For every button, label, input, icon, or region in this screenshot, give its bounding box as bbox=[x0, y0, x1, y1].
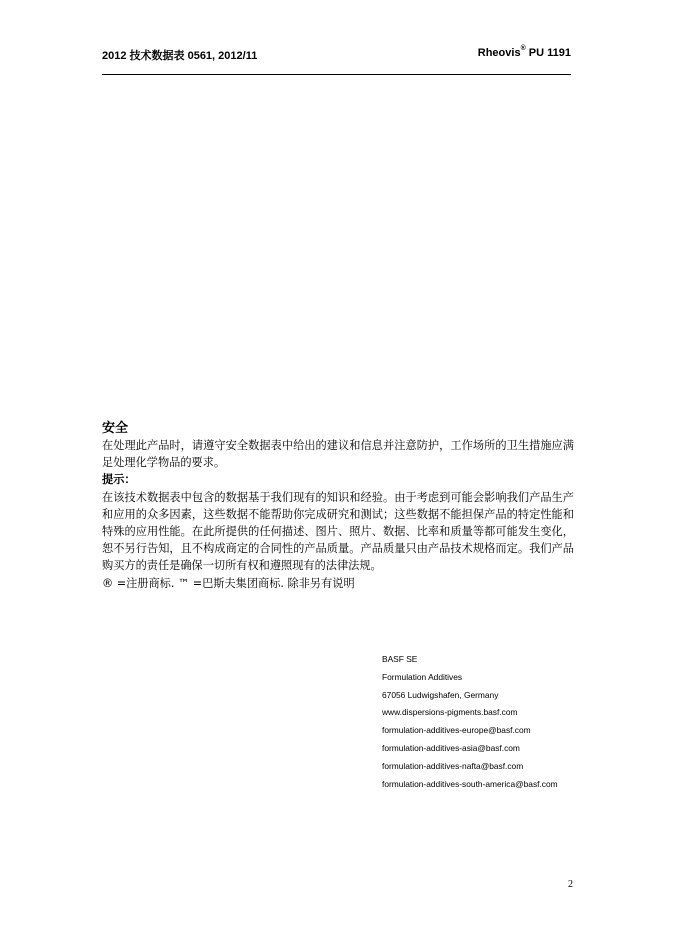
registered-mark: ® bbox=[520, 45, 526, 52]
website-link[interactable]: www.dispersions-pigments.basf.com bbox=[382, 707, 518, 718]
header-product-name bbox=[478, 47, 571, 59]
company-name: BASF SE bbox=[382, 654, 418, 664]
hint-paragraph: 在该技术数据表中包含的数据基于我们现有的知识和经验。由于考虑到可能会影响我们产品生产和应用的众多因素，这些数据不能帮助你完成研究和测试；这些数据不能担保产品的特定性能和特殊的应用性能。在此所提供的任何描述、图片、照片、数据、比率和质量等都可能发生变化，恕不另行告知，且不构成商定的合同性的产品质量。产品质量只由产品技术规格而定。我们产品购买方的责任是确保一切所有权和遵照现有的法律法规。 bbox=[102, 490, 574, 573]
product-brand: Rheovis bbox=[477, 47, 521, 59]
email-asia-link[interactable]: formulation-additives-asia@basf.com bbox=[382, 742, 520, 753]
main-content bbox=[102, 420, 574, 592]
trademark-note: ® =注册商标. ™ =巴斯夫集团商标. 除非另有说明 bbox=[102, 576, 355, 590]
hint-heading: 提示： bbox=[102, 473, 136, 487]
safety-heading: 安全 bbox=[102, 421, 129, 436]
page-number: 2 bbox=[568, 879, 573, 890]
header-divider bbox=[102, 74, 571, 75]
header-document-id: 2012 技术数据表 0561, 2012/11 bbox=[102, 50, 258, 62]
division-name: Formulation Additives bbox=[382, 671, 463, 682]
safety-paragraph: 在处理此产品时，请遵守安全数据表中给出的建议和信息并注意防护，工作场所的卫生措施应满足处理化学物品的要求。 bbox=[102, 439, 574, 470]
postal-address: 67056 Ludwigshafen, Germany bbox=[382, 689, 499, 700]
product-model: PU 1191 bbox=[525, 47, 571, 59]
email-south-america-link[interactable]: formulation-additives-south-america@basf.com bbox=[382, 778, 558, 789]
email-europe-link[interactable]: formulation-additives-europe@basf.com bbox=[382, 725, 531, 736]
contact-block bbox=[382, 651, 558, 793]
email-nafta-link[interactable]: formulation-additives-nafta@basf.com bbox=[382, 760, 524, 771]
